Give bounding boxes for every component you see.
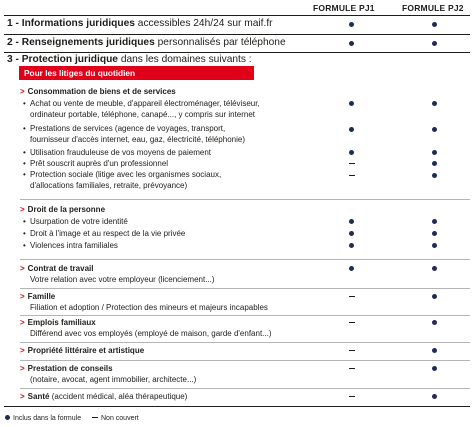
row-divider [4, 34, 470, 35]
section-title-text: Consommation de biens et de services [27, 87, 176, 96]
section-detail: Votre relation avec votre employeur (licenciement...) [30, 275, 215, 284]
bullet: • [23, 159, 26, 168]
section-detail: Filiation et adoption / Protection des mineurs et majeurs incapables [30, 303, 268, 312]
section-title-emplois-familiaux [20, 318, 96, 327]
row-number: 2 - [7, 37, 19, 48]
item-line: ordinateur portable, téléphone, canapé..., y compris sur internet [30, 110, 256, 119]
column-header-pj2: FORMULE PJ2 [402, 3, 464, 13]
section-divider [20, 199, 470, 200]
item-line: d'allocations familiales, retraite, prévoyance) [30, 181, 188, 190]
subheading-label: Pour les litiges du quotidien [24, 68, 136, 78]
included-dot [432, 101, 437, 106]
row-number: 1 - [7, 18, 19, 29]
section-title-text: Prestation de conseils [27, 364, 113, 373]
section-arrow: > [20, 264, 25, 273]
row-title-bold: Informations juridiques [21, 18, 135, 29]
item-line: Protection sociale (litige avec les organismes sociaux, [30, 170, 222, 179]
column-header-pj1: FORMULE PJ1 [313, 3, 375, 13]
bullet: • [23, 170, 26, 179]
bullet: • [23, 241, 26, 250]
section-arrow: > [20, 318, 25, 327]
bullet: • [23, 99, 26, 108]
section-title-text: Contrat de travail [27, 264, 94, 273]
item-line: Achat ou vente de meuble, d'appareil électroménager, téléviseur, [30, 99, 260, 108]
section-title-sante [20, 392, 187, 401]
included-dot [432, 243, 437, 248]
section-title-propriete [20, 346, 144, 355]
section-title-text: Santé [27, 392, 50, 401]
section-arrow: > [20, 205, 25, 214]
row-renseignements-juridiques [7, 37, 286, 48]
not-covered-dash [349, 350, 355, 351]
section-title-text: Famille [27, 292, 56, 301]
bullet: • [23, 229, 26, 238]
row-title-bold: Protection juridique [21, 54, 118, 65]
section-divider [20, 315, 470, 316]
included-dot [432, 127, 437, 132]
section-divider [20, 388, 470, 389]
section-divider [20, 259, 470, 260]
included-dot [349, 266, 354, 271]
section-arrow: > [20, 392, 25, 401]
included-dot [432, 348, 437, 353]
not-covered-dash [349, 163, 355, 164]
section-arrow: > [20, 346, 25, 355]
section-divider [20, 342, 470, 343]
row-divider [4, 15, 470, 16]
not-covered-dash [349, 396, 355, 397]
item-line: Droit à l'image et au respect de la vie privée [30, 229, 186, 238]
section-title-text: Emplois familiaux [27, 318, 96, 327]
included-dot-icon [5, 415, 10, 420]
legend-not-covered-label: Non couvert [101, 415, 139, 422]
legend-not-covered [92, 415, 139, 422]
included-dot [349, 219, 354, 224]
table-bottom-rule [4, 406, 470, 407]
section-arrow: > [20, 364, 25, 373]
not-covered-dash-icon [92, 417, 98, 418]
row-title-rest: personnalisés par téléphone [157, 37, 286, 48]
item-line: Utilisation frauduleuse de vos moyens de paiement [30, 148, 211, 157]
row-title-rest: dans les domaines suivants : [120, 54, 252, 65]
section-title-rest: (accident médical, aléa thérapeutique) [51, 392, 188, 401]
included-dot [432, 219, 437, 224]
item-line: fournisseur d'accès internet, eau, gaz, électricité, téléphonie) [30, 135, 245, 144]
section-title-consommation [20, 87, 176, 96]
included-dot [349, 243, 354, 248]
row-title-rest: accessibles 24h/24 sur maif.fr [137, 18, 273, 29]
section-title-text: Droit de la personne [27, 205, 106, 214]
included-dot [349, 22, 354, 27]
not-covered-dash [349, 368, 355, 369]
included-dot [349, 127, 354, 132]
bullet: • [23, 148, 26, 157]
row-divider [4, 52, 470, 53]
included-dot [432, 394, 437, 399]
section-title-contrat-travail [20, 264, 93, 273]
section-arrow: > [20, 87, 25, 96]
included-dot [432, 366, 437, 371]
included-dot [432, 294, 437, 299]
included-dot [349, 101, 354, 106]
included-dot [432, 266, 437, 271]
not-covered-dash [349, 322, 355, 323]
included-dot [349, 231, 354, 236]
included-dot [432, 173, 437, 178]
included-dot [432, 22, 437, 27]
section-title-text: Propriété littéraire et artistique [27, 346, 145, 355]
included-dot [432, 161, 437, 166]
item-line: Prestations de services (agence de voyages, transport, [30, 124, 226, 133]
item-line: Usurpation de votre identité [30, 217, 128, 226]
included-dot [432, 231, 437, 236]
section-title-prestation-conseils [20, 364, 113, 373]
row-number: 3 - [7, 54, 19, 65]
row-protection-juridique [7, 54, 252, 65]
bullet: • [23, 124, 26, 133]
subheading-bar [19, 66, 254, 80]
not-covered-dash [349, 296, 355, 297]
not-covered-dash [349, 175, 355, 176]
included-dot [349, 150, 354, 155]
included-dot [432, 320, 437, 325]
section-title-famille [20, 292, 55, 301]
section-title-droit-personne [20, 205, 105, 214]
legend-included-label: Inclus dans la formule [13, 415, 82, 422]
section-divider [20, 360, 470, 361]
included-dot [432, 150, 437, 155]
item-line: Violences intra familiales [30, 241, 118, 250]
bullet: • [23, 217, 26, 226]
section-detail: Différend avec vos employés (employé de maison, garde d'enfant...) [30, 329, 272, 338]
section-detail: (notaire, avocat, agent immobilier, architecte...) [30, 375, 197, 384]
included-dot [432, 41, 437, 46]
included-dot [349, 41, 354, 46]
section-arrow: > [20, 292, 25, 301]
row-informations-juridiques [7, 18, 273, 29]
legend-included [5, 415, 81, 422]
section-divider [20, 288, 470, 289]
row-title-bold: Renseignements juridiques [21, 37, 155, 48]
item-line: Prêt souscrit auprès d'un professionnel [30, 159, 169, 168]
